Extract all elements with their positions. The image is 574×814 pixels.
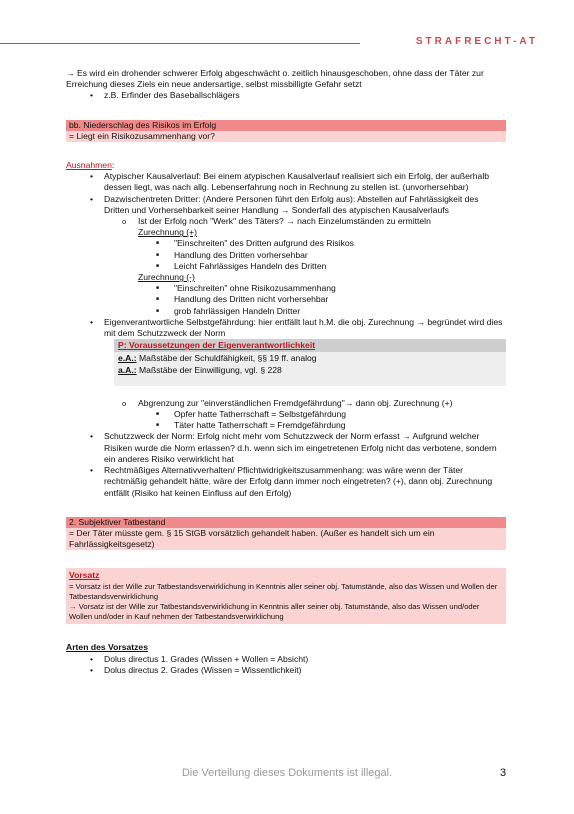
section-bb-title: bb. Niederschlag des Risikos im Erfolg <box>66 120 506 131</box>
bullet-third-party: • Dazwischentreten Dritter: (Andere Personen führt den Erfolg aus): Abstellen auf Fahrlässigkeit des Dritten und Vorhersehbarkeit seiner Handlung → Sonderfall des atypischen Kausalverlaufs <box>66 194 506 216</box>
bullet-example: • z.B. Erfinder des Baseballschlägers <box>66 90 506 101</box>
vorsatz-definition: = Vorsatz ist der Wille zur Tatbestandsverwirklichung in Kenntnis aller seiner obj. Tatumstände, also das Wissen und Wollen der Tatbestandsverwirklichung <box>69 581 498 601</box>
exceptions-heading: Ausnahmen: <box>66 160 115 171</box>
vorsatz-definition-alt: → Vorsatz ist der Wille zur Tatbestandsverwirklichung in Kenntnis aller seiner obj. Tatumstände, also das Wissen und/oder Wollen und/oder in Kauf nehmen der Tatbestandsverwirklichung <box>69 601 480 622</box>
bullet-self-endangerment: • Eigenverantwortliche Selbstgefährdung: hier entfällt laut h.M. die obj. Zurechnung → begründet wird dies mit dem Schutzzweck der Norm <box>66 317 506 339</box>
list-item: ■ grob fahrlässigen Handeln Dritter <box>66 306 506 317</box>
subjective-title: 2. Subjektiver Tatbestand <box>66 517 506 528</box>
document-content <box>66 68 506 676</box>
list-item: ■ Handlung des Dritten vorhersehbar <box>66 250 506 261</box>
vorsatz-box <box>66 568 506 624</box>
zurechnung-plus-label: Zurechnung (+) <box>138 227 197 238</box>
list-item: • Dolus directus 2. Grades (Wissen = Wissentlichkeit) <box>66 665 506 676</box>
list-item: ■ "Einschreiten" ohne Risikozusammenhang <box>66 283 506 294</box>
problem-box-line: e.A.: Maßstäbe der Schuldfähigkeit, §§ 19 ff. analog <box>118 353 317 364</box>
problem-box <box>114 339 506 386</box>
subjective-text: = Der Täter müsste gem. § 15 StGB vorsätzlich gehandelt haben. (Außer es handelt sich um ein Fahrlässigkeitsgesetz) <box>66 528 506 550</box>
list-item: ■ Täter hatte Tatherrschaft = Fremdgefährdung <box>66 420 506 431</box>
header-rule <box>0 43 360 44</box>
sub-consensual: o Abgrenzung zur "einverständlichen Fremdgefährdung"→ dann obj. Zurechnung (+) <box>66 398 506 409</box>
list-item: ■ "Einschreiten" des Dritten aufgrund des Risikos <box>66 238 506 249</box>
intro-paragraph: → Es wird ein drohender schwerer Erfolg abgeschwächt o. zeitlich hinausgeschoben, ohne dass der Täter zur Erreichung dieses Ziels ein neue andersartige, selbst missbilligte Gefahr setzt <box>66 68 484 90</box>
list-item: ■ Opfer hatte Tatherrschaft = Selbstgefährdung <box>66 409 506 420</box>
sub-third-party: o Ist der Erfolg noch "Werk" des Täters? → nach Einzelumständen zu ermitteln <box>66 216 506 227</box>
arten-title: Arten des Vorsatzes <box>66 642 148 653</box>
list-item: ■ Leicht Fahrlässiges Handeln des Dritten <box>66 261 506 272</box>
vorsatz-title: Vorsatz <box>69 570 100 581</box>
page-number: 3 <box>500 767 507 779</box>
list-item: • Dolus directus 1. Grades (Wissen + Wollen = Absicht) <box>66 654 506 665</box>
zurechnung-minus-label: Zurechnung (-) <box>138 272 195 283</box>
footer-notice: Die Verteilung dieses Dokuments ist illegal. <box>181 767 393 779</box>
header-title: STRAFRECHT-AT <box>415 36 538 47</box>
bullet-lawful-alternative: • Rechtmäßiges Alternativverhalten/ Pflichtwidrigkeitszusammenhang: was wäre wenn der Täter rechtmäßig gehandelt hätte, wäre der Erfolg dann immer noch eingetreten? (+), dann obj. Zurechnung entfällt (Risiko hat keinen Einfluss auf den Erfolg) <box>66 465 506 499</box>
bullet-atypical: • Atypischer Kausalverlauf: Bei einem atypischen Kausalverlauf realisiert sich ein Erfolg, der außerhalb dessen liegt, was nach allg. Lebenserfahrung noch in Rechnung zu stellen ist. (unvorhersehbar) <box>66 171 506 193</box>
problem-box-title: P: Voraussetzungen der Eigenverantwortlichkeit <box>114 339 506 352</box>
problem-box-body <box>114 352 506 385</box>
section-bb-subtitle: = Liegt ein Risikozusammenhang vor? <box>66 131 506 142</box>
bullet-protective-purpose: • Schutzzweck der Norm: Erfolg nicht mehr vom Schutzzweck der Norm erfasst → Aufgrund welcher Risiken wurde die Norm erlassen? d.h. wenn sich im eingetretenen Erfolg nicht das verbotene, sondern ein anderes Risiko verwirklicht hat <box>66 431 506 465</box>
problem-box-line: a.A.: Maßstäbe der Einwilligung, vgl. § 228 <box>118 364 282 375</box>
list-item: ■ Handlung des Dritten nicht vorhersehbar <box>66 294 506 305</box>
